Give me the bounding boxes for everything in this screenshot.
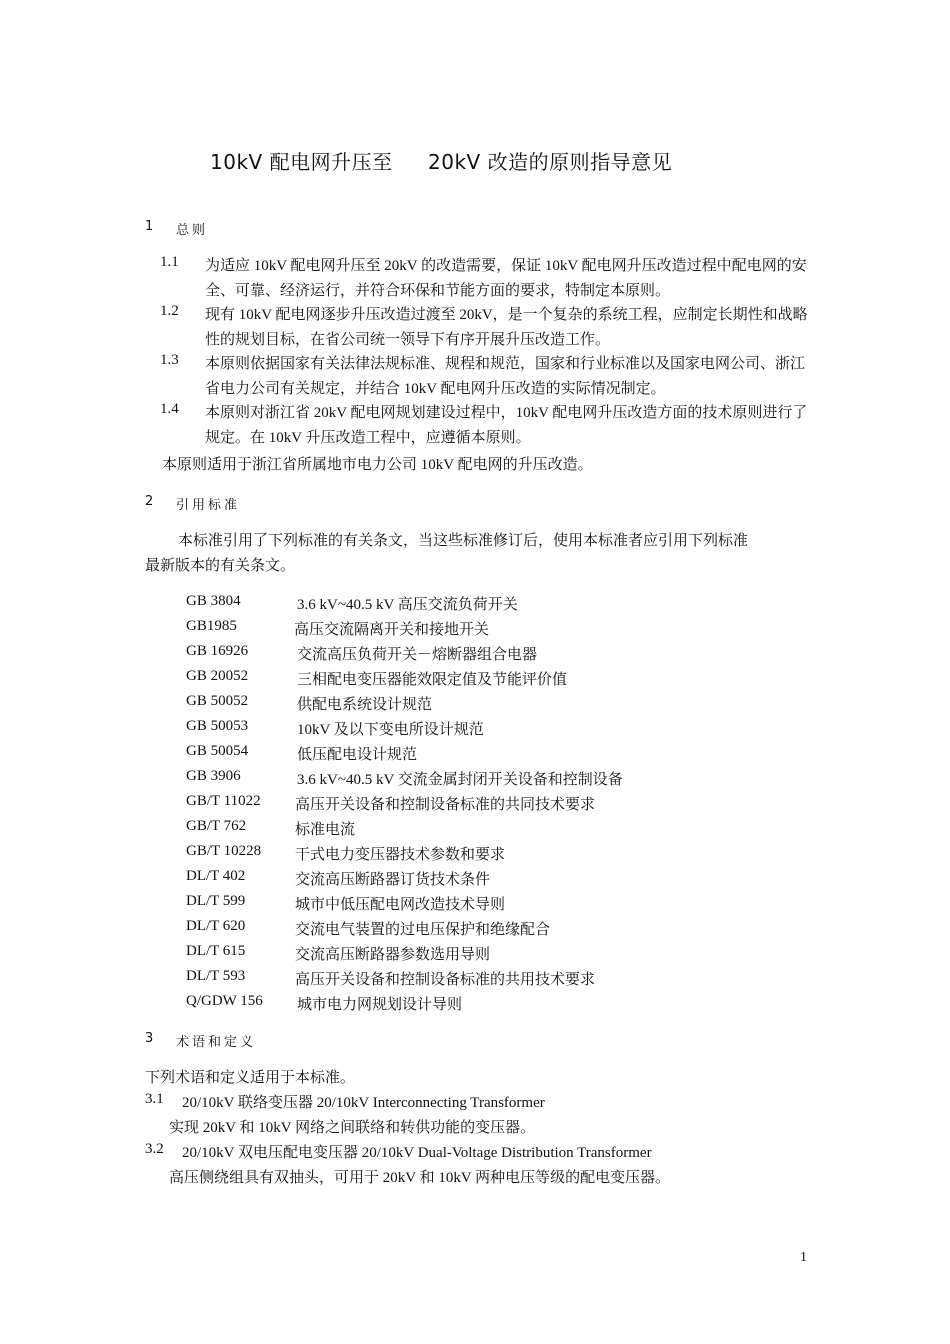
clause-text: 现有 10kV 配电网逐步升压改造过渡至 20kV，是一个复杂的系统工程，应制定长期性和战略性的规划目标，在省公司统一领导下有序开展升压改造工作。 [205, 307, 808, 348]
section-title: 引用标准 [176, 498, 241, 513]
reference-code: GB 50053 [186, 718, 249, 734]
reference-name: 3.6 kV~40.5 kV 交流金属封闭开关设备和控制设备 [297, 772, 623, 788]
clause-number: 1.1 [160, 254, 179, 270]
clause-number: 1.2 [160, 303, 179, 319]
reference-name: 低压配电设计规范 [297, 747, 418, 763]
reference-code: GB 50052 [186, 693, 249, 709]
clause-number: 1.4 [160, 401, 179, 417]
reference-code: DL/T 593 [186, 968, 246, 984]
reference-name: 城市中低压配电网改造技术导则 [295, 897, 506, 913]
reference-code: DL/T 599 [186, 893, 246, 909]
term-title: 20/10kV 联络变压器 20/10kV Interconnecting Transformer [182, 1095, 545, 1111]
reference-name: 高压开关设备和控制设备标准的共用技术要求 [295, 972, 596, 988]
section-number: 3 [145, 1031, 154, 1046]
reference-name: 三相配电变压器能效限定值及节能评价值 [297, 672, 568, 688]
term-3-2 [145, 1141, 652, 1161]
title-part2: 20kV 改造的原则指导意见 [428, 150, 673, 174]
reference-name: 交流高压负荷开关－熔断器组合电器 [297, 647, 538, 663]
reference-code: DL/T 402 [186, 868, 246, 884]
section-number: 1 [145, 219, 154, 234]
reference-name: 交流电气装置的过电压保护和绝缘配合 [295, 922, 551, 938]
reference-code: GB/T 762 [186, 818, 247, 834]
title-part1: 10kV 配电网升压至 [210, 150, 393, 174]
term-number: 3.2 [145, 1141, 164, 1157]
reference-code: GB 3906 [186, 768, 241, 784]
reference-name: 城市电力网规划设计导则 [297, 997, 463, 1013]
term-number: 3.1 [145, 1091, 164, 1107]
reference-code: GB/T 11022 [186, 793, 261, 809]
reference-name: 干式电力变压器技术参数和要求 [295, 847, 506, 863]
section-number: 2 [145, 494, 154, 509]
reference-code: GB/T 10228 [186, 843, 262, 859]
reference-code: GB 16926 [186, 643, 249, 659]
term-3-1 [145, 1091, 545, 1111]
reference-name: 标准电流 [295, 822, 356, 838]
reference-name: 高压交流隔离开关和接地开关 [294, 622, 490, 638]
terms-intro: 下列术语和定义适用于本标准。 [145, 1070, 356, 1086]
reference-code: DL/T 615 [186, 943, 246, 959]
section-title: 总则 [176, 223, 209, 238]
reference-code: Q/GDW 156 [186, 993, 263, 1009]
references-intro-line1: 本标准引用了下列标准的有关条文，当这些标准修订后，使用本标准者应引用下列标准 [178, 533, 749, 549]
references-intro-line2: 最新版本的有关条文。 [145, 558, 296, 574]
reference-code: GB 50054 [186, 743, 249, 759]
term-title: 20/10kV 双电压配电变压器 20/10kV Dual-Voltage Distribution Transformer [182, 1145, 652, 1161]
clause-text: 本原则依据国家有关法律法规标准、规程和规范，国家和行业标准以及国家电网公司、浙江省电力公司有关规定，并结合 10kV 配电网升压改造的实际情况制定。 [205, 356, 806, 397]
term-3-2-definition: 高压侧绕组具有双抽头，可用于 20kV 和 10kV 两种电压等级的配电变压器。 [169, 1170, 671, 1186]
reference-code: DL/T 620 [186, 918, 246, 934]
reference-name: 供配电系统设计规范 [297, 697, 433, 713]
clause-number: 1.3 [160, 352, 179, 368]
reference-name: 10kV 及以下变电所设计规范 [297, 722, 484, 738]
reference-code: GB 3804 [186, 593, 241, 609]
clause-text: 本原则对浙江省 20kV 配电网规划建设过程中，10kV 配电网升压改造方面的技术原则进行了规定。在 10kV 升压改造工程中，应遵循本原则。 [205, 405, 808, 446]
reference-name: 3.6 kV~40.5 kV 高压交流负荷开关 [297, 597, 518, 613]
clause-text: 为适应 10kV 配电网升压至 20kV 的改造需要，保证 10kV 配电网升压改造过程中配电网的安全、可靠、经济运行，并符合环保和节能方面的要求，特制定本原则。 [205, 258, 807, 299]
section-title: 术语和定义 [176, 1035, 257, 1050]
scope-note: 本原则适用于浙江省所属地市电力公司 10kV 配电网的升压改造。 [162, 457, 593, 473]
page-number: 1 [800, 1250, 807, 1265]
reference-name: 交流高压断路器订货技术条件 [295, 872, 491, 888]
reference-name: 高压开关设备和控制设备标准的共同技术要求 [295, 797, 596, 813]
reference-code: GB 20052 [186, 668, 249, 684]
reference-code: GB1985 [186, 618, 237, 634]
reference-name: 交流高压断路器参数选用导则 [295, 947, 491, 963]
term-3-1-definition: 实现 20kV 和 10kV 网络之间联络和转供功能的变压器。 [169, 1120, 536, 1136]
